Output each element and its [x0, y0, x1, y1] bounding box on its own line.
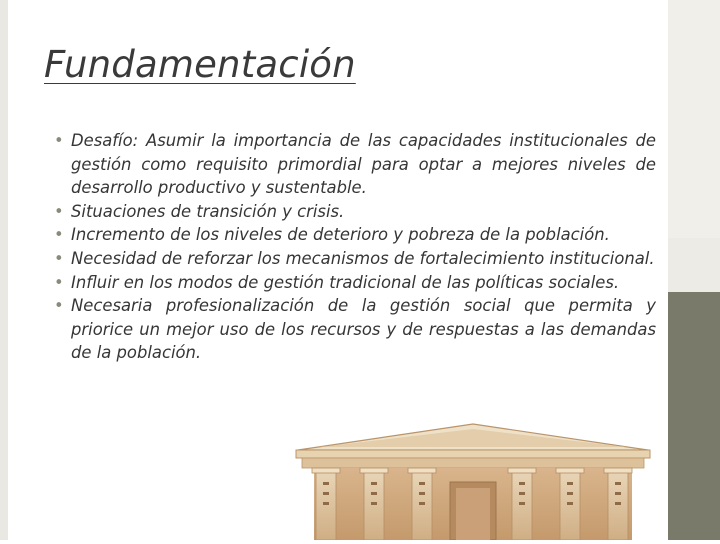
right-sidebar-dark-block — [668, 292, 720, 540]
bullet-dot: • — [54, 225, 64, 245]
bullet-dot: • — [54, 296, 64, 316]
bullet-dot: • — [54, 272, 64, 292]
bullet-text: Necesaria profesionalización de la gestión social que permita y priorice un mejor uso de los recursos y de respuestas a las demandas de la población. — [71, 296, 656, 363]
right-sidebar-divider — [668, 238, 720, 294]
bullet-item — [52, 223, 656, 247]
bullet-text: Desafío: Asumir la importancia de las capacidades institucionales de gestión como requisito primordial para optar a mejores niveles de desarrollo productivo y sustentable. — [71, 131, 656, 198]
bullet-item — [52, 271, 656, 295]
bullet-dot: • — [54, 201, 64, 221]
bullet-item — [52, 247, 656, 271]
bullet-text: Influir en los modos de gestión tradicional de las políticas sociales. — [71, 272, 620, 292]
bullet-item — [52, 200, 656, 224]
bullet-dot: • — [54, 131, 64, 150]
bullet-item — [52, 294, 656, 365]
bullet-dot: • — [54, 248, 64, 268]
classical-temple-icon — [290, 422, 656, 540]
bullet-text: Necesidad de reforzar los mecanismos de fortalecimiento institucional. — [71, 248, 655, 268]
bullet-text: Situaciones de transición y crisis. — [71, 201, 345, 221]
bullet-list — [52, 129, 656, 365]
bullet-item — [52, 129, 656, 200]
left-edge-strip — [0, 0, 8, 540]
slide-title: Fundamentación — [44, 43, 356, 86]
temple-drawing — [290, 422, 656, 540]
bullet-text: Incremento de los niveles de deterioro y pobreza de la población. — [71, 225, 610, 245]
